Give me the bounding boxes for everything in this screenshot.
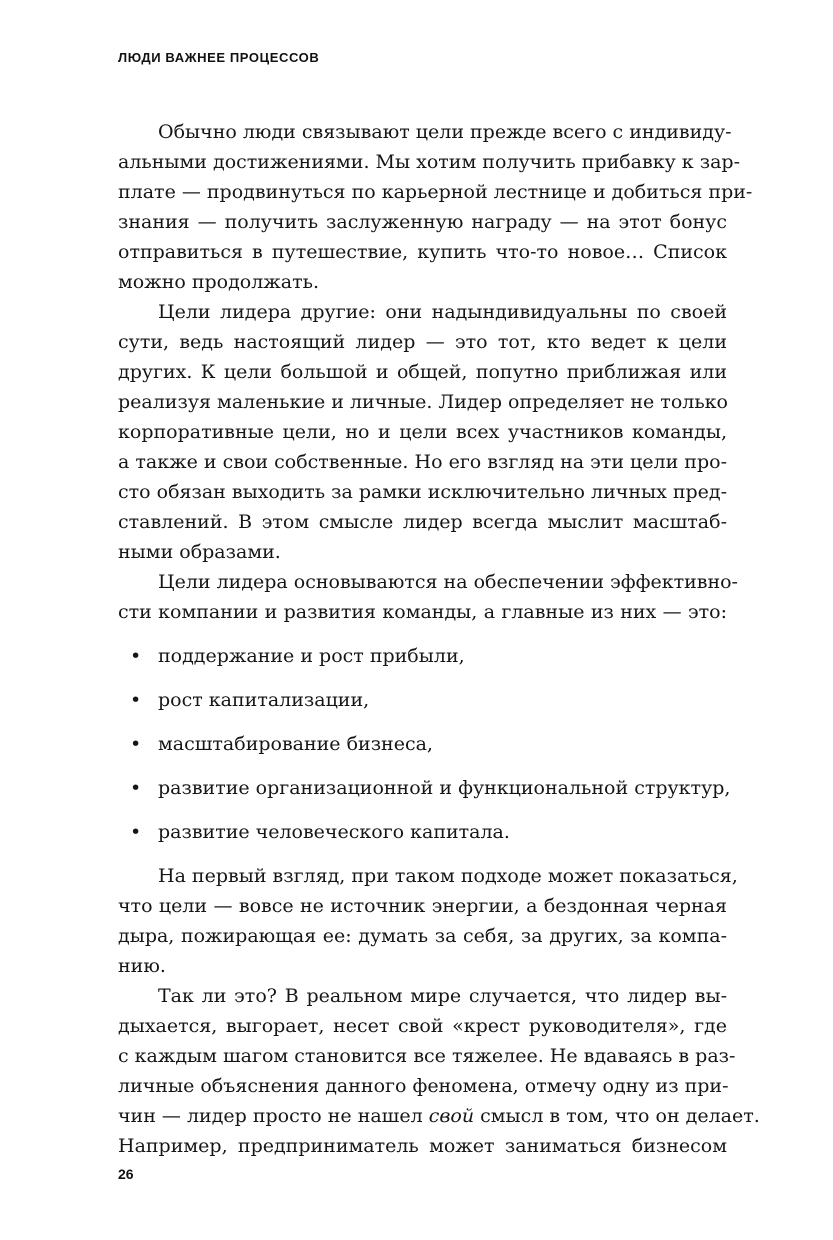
list-item-text: развитие организационной и функциональной структур, — [158, 777, 731, 799]
list-item — [118, 641, 727, 671]
text-line: Цели лидера основываются на обеспечении эффективно- — [158, 571, 738, 593]
text-line: плате — продвинуться по карьерной лестнице и добиться при- — [118, 181, 753, 203]
text-line: можно продолжать. — [118, 271, 320, 293]
text-line: сути, ведь настоящий лидер — это тот, кто ведет к цели — [118, 331, 727, 353]
text-line: дыра, пожирающая ее: думать за себя, за других, за компа- — [118, 925, 727, 947]
text-segment: чин — лидер просто не нашел — [118, 1105, 429, 1127]
list-item-text: поддержание и рост прибыли, — [158, 645, 465, 667]
bullet-icon: • — [130, 645, 142, 667]
text-line: реализуя маленькие и личные. Лидер определяет не только — [118, 391, 728, 413]
text-line: дыхается, выгорает, несет свой «крест руководителя», где — [118, 1015, 727, 1037]
text-line: альными достижениями. Мы хотим получить прибавку к зар- — [118, 151, 740, 173]
list-item — [118, 729, 727, 759]
text-line: сто обязан выходить за рамки исключительно личных пред- — [118, 481, 728, 503]
paragraph-5 — [118, 981, 760, 1161]
text-line: Так ли это? В реальном мире случается, что лидер вы- — [158, 985, 727, 1007]
paragraph-2 — [118, 297, 727, 567]
paragraph-1 — [118, 117, 753, 297]
list-item — [118, 773, 731, 803]
paragraph-3 — [118, 567, 738, 627]
text-line: На первый взгляд, при таком подходе может показаться, — [158, 865, 738, 887]
text-line: ставлений. В этом смысле лидер всегда мыслит масштаб- — [118, 511, 727, 533]
text-segment: смысл в том, что он делает. — [474, 1105, 760, 1127]
paragraph-4 — [118, 861, 738, 981]
text-line: отправиться в путешествие, купить что-то новое… Список — [118, 241, 727, 263]
body-text — [118, 117, 760, 1161]
bullet-icon: • — [130, 777, 142, 799]
bullet-icon: • — [130, 733, 142, 755]
running-header: ЛЮДИ ВАЖНЕЕ ПРОЦЕССОВ — [118, 50, 320, 65]
text-line: Цели лидера другие: они надындивидуальны по своей — [158, 301, 727, 323]
text-line: Например, предприниматель может заниматься бизнесом — [118, 1135, 727, 1157]
list-item — [118, 817, 727, 847]
text-line: сти компании и развития команды, а главные из них — это: — [118, 601, 727, 623]
text-line: с каждым шагом становится все тяжелее. Не вдаваясь в раз- — [118, 1045, 736, 1067]
text-line: личные объяснения данного феномена, отмечу одну из при- — [118, 1075, 729, 1097]
bullet-icon: • — [130, 821, 142, 843]
list-item-text: развитие человеческого капитала. — [158, 821, 510, 843]
text-line — [118, 1101, 760, 1131]
text-line: нию. — [118, 955, 166, 977]
text-line: Обычно люди связывают цели прежде всего с индивиду- — [158, 121, 732, 143]
emphasis-word: свой — [428, 1105, 475, 1127]
text-line: знания — получить заслуженную награду — на этот бонус — [118, 211, 727, 233]
text-line: ными образами. — [118, 541, 281, 563]
page-number: 26 — [118, 1166, 134, 1182]
goals-list — [118, 641, 731, 847]
text-line: других. К цели большой и общей, попутно приближая или — [118, 361, 727, 383]
list-item-text: рост капитализации, — [158, 689, 370, 711]
list-item — [118, 685, 727, 715]
text-line: что цели — вовсе не источник энергии, а бездонная черная — [118, 895, 727, 917]
list-item-text: масштабирование бизнеса, — [158, 733, 433, 755]
text-line: корпоративные цели, но и цели всех участников команды, — [118, 421, 727, 443]
text-line: а также и свои собственные. Но его взгляд на эти цели про- — [118, 451, 727, 473]
bullet-icon: • — [130, 689, 142, 711]
